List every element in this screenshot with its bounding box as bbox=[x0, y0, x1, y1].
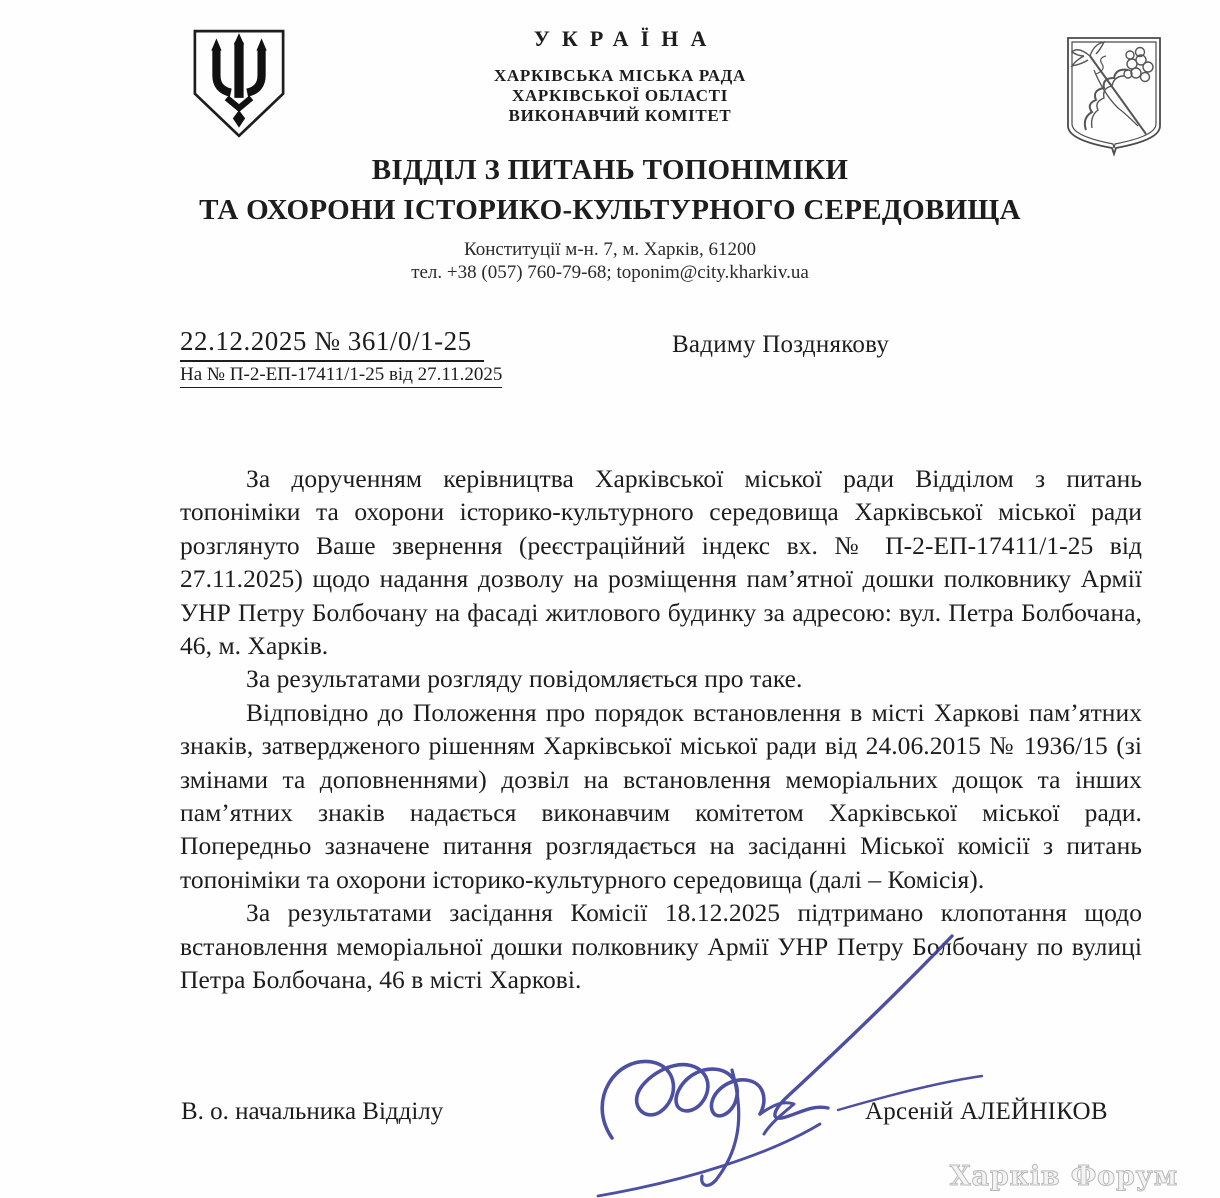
incoming-number: На № П-2-ЕП-17411/1-25 від 27.11.2025 bbox=[180, 364, 502, 388]
paragraph-4: За результатами засідання Комісії 18.12.2025 підтримано клопотання щодо встановлення меморіальної дошки полковнику Армії УНР Петру Болбочану по вулиці Петра Болбочана, 46 в місті Харкові. bbox=[180, 898, 1142, 995]
org-name-line2: ХАРКІВСЬКОЇ ОБЛАСТІ bbox=[511, 86, 728, 105]
kharkiv-coat-of-arms-icon bbox=[1060, 30, 1168, 166]
phone-email-line: тел. +38 (057) 760-79-68; toponim@city.kharkiv.ua bbox=[411, 262, 809, 283]
paragraph-2: За результатами розгляду повідомляється про таке. bbox=[246, 664, 803, 694]
department-title-line1: ВІДДІЛ З ПИТАНЬ ТОПОНІМІКИ bbox=[371, 154, 849, 186]
paragraph-1: За дорученням керівництва Харківської міської ради Відділом з питань топоніміки та охорони історико-культурного середовища Харківської міської ради розглянуто Ваше звернення (реєстраційний індекс вх. № П-2-ЕП-17411/1-25 від 27.11.2025) щодо надання дозволу на розміщення пам’ятної дошки полковнику Армії УНР Петру Болбочану на фасаді житлового будинку за адресою: вул. Петра Болбочана, 46, м. Харків. bbox=[180, 464, 1142, 661]
letterhead-center bbox=[300, 26, 940, 126]
handwritten-signature bbox=[520, 928, 1000, 1198]
recipient-name: Вадиму Позднякову bbox=[672, 331, 890, 358]
forum-watermark: Харків Форум bbox=[949, 1161, 1178, 1192]
department-title bbox=[60, 150, 1160, 230]
letter-body bbox=[180, 462, 1142, 997]
signer-name: Арсеній АЛЕЙНІКОВ bbox=[865, 1098, 1108, 1125]
contact-block bbox=[160, 238, 1060, 284]
paragraph-3: Відповідно до Положення про порядок встановлення в місті Харкові пам’ятних знаків, затвердженого рішенням Харківської міської ради від 24.06.2015 № 1936/15 (зі змінами та доповненнями) дозвіл на встановлення меморіальних дощок та інших пам’ятних знаків надається виконавчим комітетом Харківської міської ради. Попередньо зазначене питання розглядається на засіданні Міської комісії з питань топоніміки та охорони історико-культурного середовища (далі – Комісія). bbox=[180, 697, 1142, 894]
department-title-line2: ТА ОХОРОНИ ІСТОРИКО-КУЛЬТУРНОГО СЕРЕДОВИЩА bbox=[199, 194, 1021, 226]
reference-block bbox=[180, 326, 502, 388]
signer-position-title: В. о. начальника Відділу bbox=[181, 1098, 444, 1125]
org-name-line1: ХАРКІВСЬКА МІСЬКА РАДА bbox=[493, 66, 747, 85]
address-line: Конституції м-н. 7, м. Харків, 61200 bbox=[463, 239, 756, 260]
outgoing-number: 22.12.2025 № 361/0/1-25 bbox=[180, 326, 484, 362]
country-title: УКРАЇНА bbox=[533, 26, 719, 51]
org-name-line3: ВИКОНАВЧИЙ КОМІТЕТ bbox=[508, 106, 732, 125]
ukraine-trident-emblem-icon bbox=[183, 26, 295, 144]
